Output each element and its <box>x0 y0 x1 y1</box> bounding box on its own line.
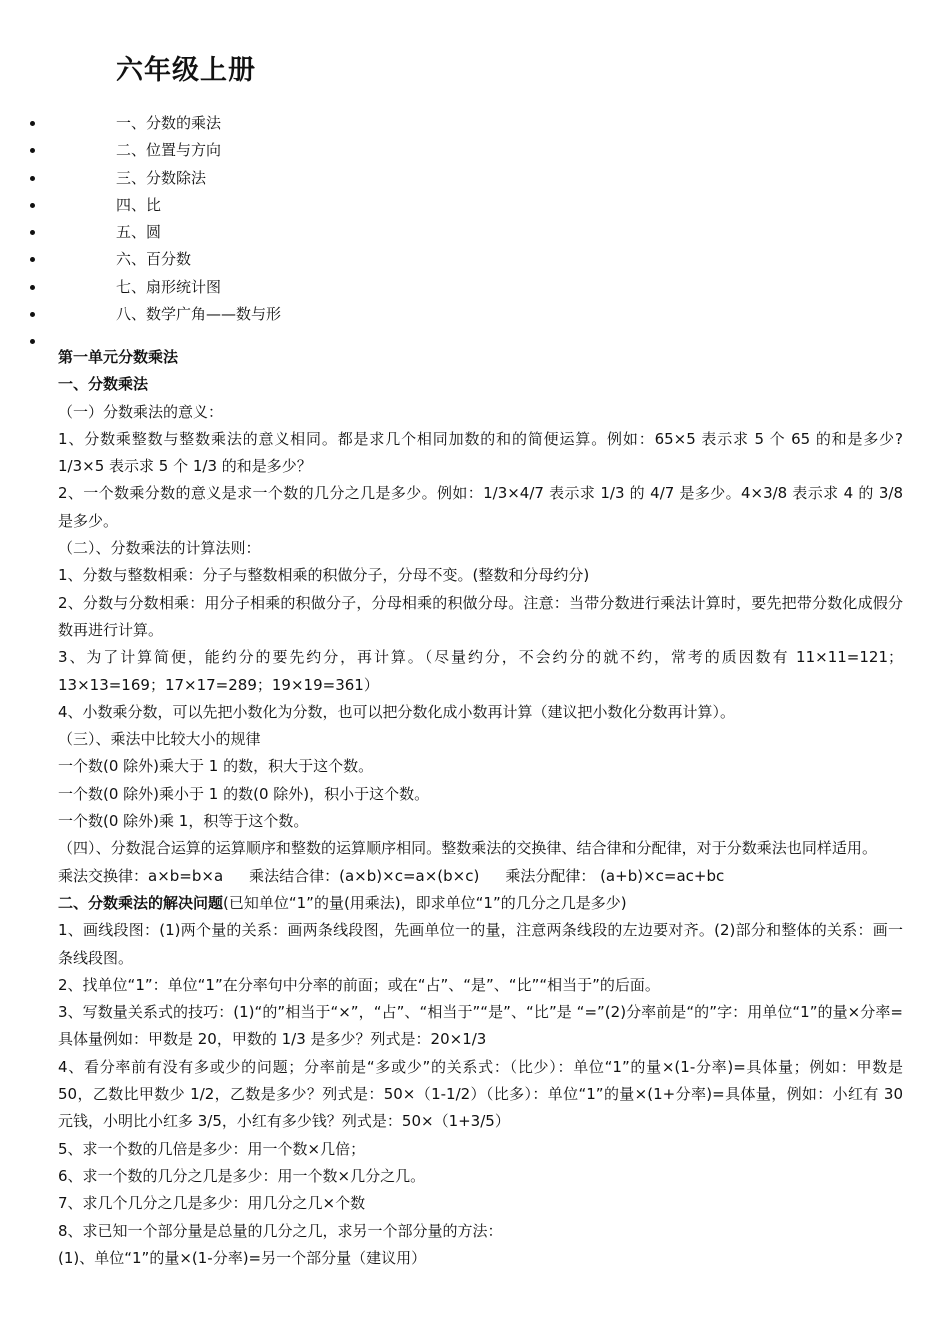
distributive-law: 乘法分配律： (a+b)×c=ac+bc <box>505 866 725 885</box>
bullet-icon <box>30 121 35 126</box>
bullet-icon <box>30 312 35 317</box>
toc-item-label: 八、数学广角——数与形 <box>116 305 282 324</box>
paragraph: 1、分数与整数相乘：分子与整数相乘的积做分子，分母不变。(整数和分母约分) <box>58 566 590 585</box>
bullet-icon <box>30 285 35 290</box>
toc-item <box>0 274 950 301</box>
paragraph: 1、画线段图：(1)两个量的关系：画两条线段图，先画单位一的量，注意两条线段的左边要对齐。(2)部分和整体的关系：画一条线段图。 <box>58 921 903 967</box>
bullet-icon <box>30 230 35 235</box>
paragraph <box>58 835 903 890</box>
section-heading <box>58 890 903 917</box>
toc-item <box>0 219 950 246</box>
paragraph: 5、求一个数的几倍是多少：用一个数×几倍； <box>58 1139 366 1158</box>
page-title: 六年级上册 <box>116 55 256 86</box>
subsection-title: （一）分数乘法的意义： <box>58 402 224 421</box>
paragraph: 一个数(0 除外)乘 1，积等于这个数。 <box>58 812 309 831</box>
paragraph-text: （四）、分数混合运算的运算顺序和整数的运算顺序相同。整数乘法的交换律、结合律和分配律，对于分数乘法也同样适用。 <box>58 839 877 858</box>
toc-item-label: 五、圆 <box>116 223 162 242</box>
section-title: 一、分数乘法 <box>58 375 149 394</box>
paragraph: 4、看分率前有没有多或少的问题；分率前是“多或少”的关系式：（比少）：单位“1”的量×(1-分率)=具体量；例如：甲数是 50，乙数比甲数少 1/2，乙数是多少？列式是：50×（1-1/2）（比多）：单位“1”的量×(1+分率)=具体量，例如：小红有 30 元钱，小明比小红多 3/5，小红有多少钱？列式是：50×（1+3/5） <box>58 1057 903 1131</box>
paragraph: 6、求一个数的几分之几是多少：用一个数×几分之几。 <box>58 1166 426 1185</box>
unit-title: 第一单元分数乘法 <box>58 348 179 366</box>
paragraph: 一个数(0 除外)乘大于 1 的数，积大于这个数。 <box>58 757 374 776</box>
toc-item-label: 一、分数的乘法 <box>116 114 222 132</box>
paragraph: 4、小数乘分数，可以先把小数化为分数，也可以把分数化成小数再计算（建议把小数化分数再计算）。 <box>58 702 736 721</box>
toc-item-label: 四、比 <box>116 195 162 214</box>
bullet-icon <box>30 203 35 208</box>
bullet-icon <box>30 176 35 181</box>
paragraph: 2、找单位“1”：单位“1”在分率句中分率的前面；或在“占”、“是”、“比”“相当于”的后面。 <box>58 975 660 994</box>
paragraph: 3、写数量关系式的技巧：(1)“的”相当于“×”，“占”、“相当于”“是”、“比”是 “=”(2)分率前是“的”字：用单位“1”的量×分率=具体量例如：甲数是 20，甲数的 1/3 是多少？列式是：20×1/3 <box>58 1003 903 1049</box>
paragraph: 7、求几个几分之几是多少：用几分之几×个数 <box>58 1194 366 1213</box>
toc-item <box>0 192 950 219</box>
subsection-title: （三）、乘法中比较大小的规律 <box>58 730 261 749</box>
paragraph: 2、一个数乘分数的意义是求一个数的几分之几是多少。例如：1/3×4/7 表示求 1/3 的 4/7 是多少。4×3/8 表示求 4 的 3/8 是多少。 <box>58 484 903 530</box>
toc-item-label: 七、扇形统计图 <box>116 277 222 296</box>
toc-item <box>0 110 950 137</box>
paragraph: 8、求已知一个部分量是总量的几分之几，求另一个部分量的方法： <box>58 1221 503 1240</box>
bullet-icon <box>30 257 35 262</box>
toc-item-label: 六、百分数 <box>116 250 192 269</box>
paragraph: 2、分数与分数相乘：用分子相乘的积做分子，分母相乘的积做分母。注意：当带分数进行乘法计算时，要先把带分数化成假分数再进行计算。 <box>58 593 903 639</box>
section-note: (已知单位“1”的量(用乘法)，即求单位“1”的几分之几是多少) <box>223 893 627 912</box>
paragraph: (1)、单位“1”的量×(1-分率)=另一个部分量（建议用） <box>58 1248 427 1267</box>
toc-item <box>0 165 950 192</box>
table-of-contents <box>0 110 950 356</box>
toc-item <box>0 301 950 328</box>
toc-item <box>0 246 950 273</box>
associative-law: 乘法结合律：(a×b)×c=a×(b×c) <box>249 866 480 885</box>
commutative-law: 乘法交换律：a×b=b×a <box>58 866 224 885</box>
paragraph: 3、为了计算简便，能约分的要先约分，再计算。（尽量约分，不会约分的就不约，常考的质因数有 11×11=121；13×13=169；17×17=289；19×19=361） <box>58 648 903 694</box>
bullet-icon <box>30 148 35 153</box>
paragraph: 一个数(0 除外)乘小于 1 的数(0 除外)，积小于这个数。 <box>58 784 430 803</box>
subsection-title: （二）、分数乘法的计算法则： <box>58 539 261 558</box>
toc-item <box>0 137 950 164</box>
bullet-icon <box>30 339 35 344</box>
toc-item-label: 三、分数除法 <box>116 168 207 187</box>
toc-item-label: 二、位置与方向 <box>116 141 222 160</box>
section-title: 二、分数乘法的解决问题 <box>58 893 224 912</box>
document-body <box>58 344 903 1272</box>
paragraph: 1、分数乘整数与整数乘法的意义相同。都是求几个相同加数的和的简便运算。例如：65×5 表示求 5 个 65 的和是多少?1/3×5 表示求 5 个 1/3 的和是多少？ <box>58 429 903 476</box>
